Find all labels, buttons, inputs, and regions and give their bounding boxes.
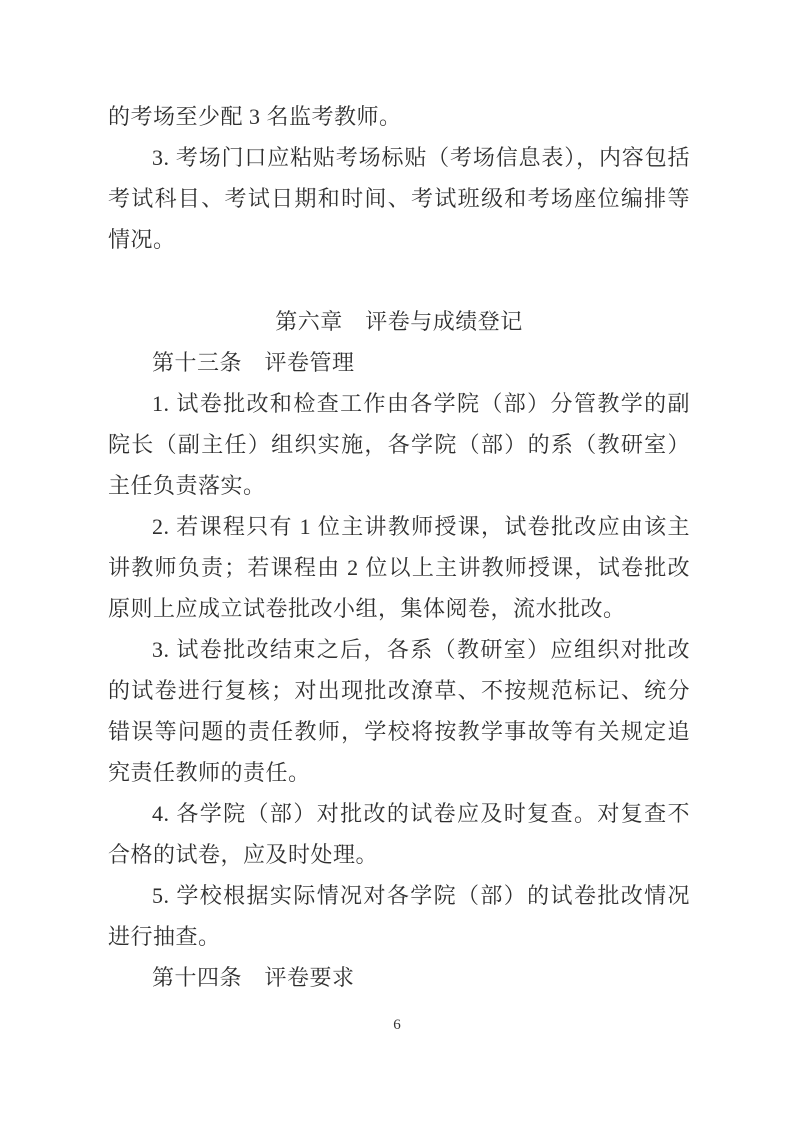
article-13-item-2: 2. 若课程只有 1 位主讲教师授课，试卷批改应由该主讲教师负责；若课程由 2 位以上主讲教师授课，试卷批改原则上应成立试卷批改小组，集体阅卷，流水批改。 bbox=[108, 514, 690, 621]
article-13-item-3: 3. 试卷批改结束之后，各系（教研室）应组织对批改的试卷进行复核；对出现批改潦草、不按规范标记、统分错误等问题的责任教师，学校将按教学事故等有关规定追究责任教师的责任。 bbox=[108, 637, 690, 785]
chapter-heading: 第六章 评卷与成绩登记 bbox=[275, 309, 523, 334]
article-13-item-1: 1. 试卷批改和检查工作由各学院（部）分管教学的副院长（副主任）组织实施，各学院（部）的系（教研室）主任负责落实。 bbox=[108, 391, 690, 498]
continuation-paragraph: 的考场至少配 3 名监考教师。 bbox=[108, 104, 402, 129]
document-body bbox=[108, 96, 690, 998]
list-item-exam-room-3: 3. 考场门口应粘贴考场标贴（考场信息表），内容包括考试科目、考试日期和时间、考试班级和考场座位编排等情况。 bbox=[108, 145, 690, 252]
page-number: 6 bbox=[393, 1017, 401, 1033]
article-13-heading: 第十三条 评卷管理 bbox=[152, 350, 355, 375]
article-14-heading: 第十四条 评卷要求 bbox=[152, 965, 355, 990]
article-13-item-4: 4. 各学院（部）对批改的试卷应及时复查。对复查不合格的试卷，应及时处理。 bbox=[108, 801, 690, 867]
article-13-item-5: 5. 学校根据实际情况对各学院（部）的试卷批改情况进行抽查。 bbox=[108, 883, 690, 949]
